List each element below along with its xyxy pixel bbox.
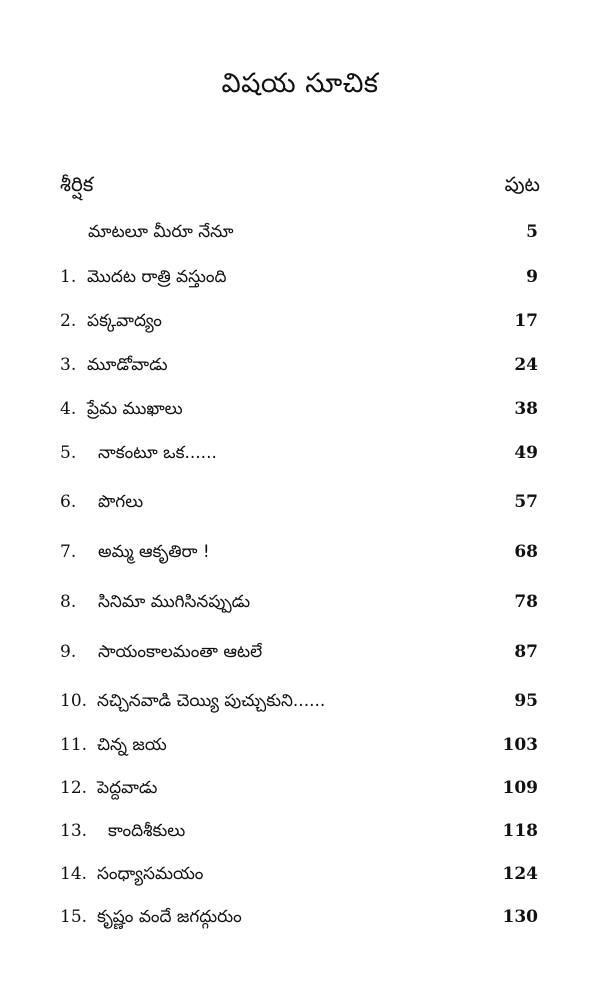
toc-entry[interactable]: [0, 730, 600, 760]
toc-entry[interactable]: [0, 262, 600, 292]
toc-entry-title: పక్కవాద్యం: [87, 311, 162, 331]
toc-entry-title: చిన్న జయ: [97, 735, 167, 755]
toc-entry-page: 9: [526, 267, 538, 287]
toc-entry-number: 11.: [60, 735, 88, 755]
toc-entry[interactable]: [0, 902, 600, 932]
toc-entry-page: 118: [502, 821, 538, 841]
column-header-page: పుట: [504, 172, 540, 196]
toc-entry-title: కాందిశీకులు: [108, 821, 186, 841]
toc-entry-number: 14.: [60, 864, 88, 884]
toc-entry[interactable]: [0, 487, 600, 517]
toc-entry-number: 8.: [60, 592, 77, 612]
toc-entry-page: 124: [502, 864, 538, 884]
toc-entry-number: 10.: [60, 691, 88, 711]
toc-entry-number: 1.: [60, 267, 77, 287]
toc-entry-page: 17: [514, 311, 538, 331]
toc-entry-number: 13.: [60, 821, 88, 841]
column-header-title: శీర్షిక: [60, 172, 94, 196]
toc-entry-number: 7.: [60, 542, 77, 562]
toc-entry[interactable]: [0, 816, 600, 846]
toc-entry[interactable]: [0, 394, 600, 424]
toc-entry-number: 15.: [60, 907, 88, 927]
toc-entry-title: ప్రేమ ముఖాలు: [87, 399, 183, 419]
toc-entry-title: సాయంకాలమంతా ఆటలే: [98, 642, 263, 662]
toc-entry[interactable]: [0, 637, 600, 667]
toc-entry-page: 103: [502, 735, 538, 755]
toc-entry[interactable]: [0, 350, 600, 380]
toc-entry[interactable]: [0, 306, 600, 336]
toc-entry-page: 68: [514, 542, 538, 562]
toc-entry-number: 4.: [60, 399, 77, 419]
toc-entry[interactable]: [0, 537, 600, 567]
toc-entry-page: 24: [514, 355, 538, 375]
toc-entry-title: సంధ్యాసమయం: [97, 864, 204, 884]
toc-entry[interactable]: [0, 686, 600, 716]
toc-entry-title: మూడోవాడు: [87, 355, 168, 375]
toc-entry-title: నాకంటూ ఒక......: [98, 443, 217, 463]
toc-entry-number: 5.: [60, 443, 77, 463]
toc-entry[interactable]: [0, 859, 600, 889]
toc-entry-title: కృష్ణం వందే జగద్గురుం: [97, 907, 242, 927]
toc-entry-number: 12.: [60, 778, 88, 798]
page-title: విషయ సూచిక: [221, 68, 379, 99]
toc-entry-page: 5: [526, 222, 538, 242]
toc-entry[interactable]: [0, 438, 600, 468]
toc-entry-title: పెద్దవాడు: [97, 778, 158, 798]
toc-entry-page: 95: [514, 691, 538, 711]
toc-entry[interactable]: [0, 773, 600, 803]
toc-entry[interactable]: [0, 217, 600, 247]
toc-entry-title: సినిమా ముగిసినప్పుడు: [98, 592, 251, 612]
toc-entry-page: 109: [502, 778, 538, 798]
toc-entry-page: 130: [502, 907, 538, 927]
toc-entry-number: 2.: [60, 311, 77, 331]
toc-entry[interactable]: [0, 587, 600, 617]
toc-entry-number: 9.: [60, 642, 77, 662]
toc-entry-title: నచ్చినవాడి చెయ్యి పుచ్చుకుని......: [97, 691, 326, 711]
toc-entry-title: మాటలూ మీరూ నేనూ: [88, 222, 234, 242]
toc-entry-title: పొగలు: [98, 492, 144, 512]
toc-entry-page: 38: [514, 399, 538, 419]
toc-entry-page: 57: [514, 492, 538, 512]
toc-entry-number: 6.: [60, 492, 77, 512]
toc-entry-page: 78: [514, 592, 538, 612]
toc-entry-title: మొదట రాత్రి వస్తుంది: [87, 267, 227, 287]
toc-entry-number: 3.: [60, 355, 77, 375]
toc-entry-page: 49: [514, 443, 538, 463]
toc-entry-title: అమ్మ ఆకృతిరా !: [98, 542, 210, 562]
toc-entry-page: 87: [514, 642, 538, 662]
